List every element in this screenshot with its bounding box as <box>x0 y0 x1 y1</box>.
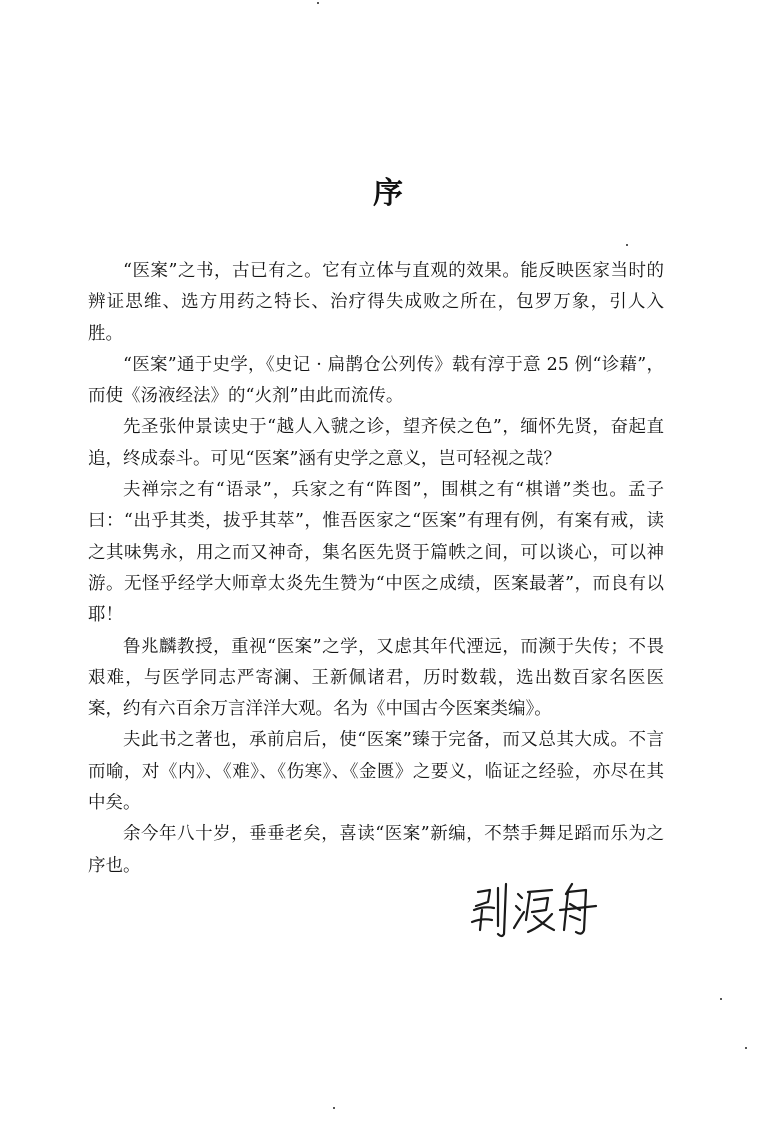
paragraph-2: “医案”通于史学，《史记 · 扁鹊仓公列传》载有淳于意 25 例“诊藉”，而使《汤液经法》的“火剂”由此而流传。 <box>88 354 664 407</box>
scan-speck <box>626 244 628 246</box>
paragraph-4: 夫禅宗之有“语录”，兵家之有“阵图”，围棋之有“棋谱”类也。孟子曰：“出乎其类，拔乎其萃”，惟吾医家之“医案”有理有例，有案有戒，读之其味隽永，用之而又神奇，集名医先贤于篇帙之间，可以谈心，可以神游。无怪乎经学大师章太炎先生赞为“中医之成绩，医案最著”，而良有以耶！ <box>88 480 664 626</box>
scan-speck <box>333 1107 335 1109</box>
preface-title: 序 <box>373 176 405 211</box>
scan-speck <box>745 1047 747 1049</box>
scan-speck <box>317 2 319 4</box>
paragraph-1: “医案”之书，古已有之。它有立体与直观的效果。能反映医家当时的辨证思维、选方用药之特长、治疗得失成败之所在，包罗万象，引人入胜。 <box>88 261 664 344</box>
preface-body <box>88 256 664 882</box>
handwritten-signature <box>468 880 608 940</box>
paragraph-7: 余今年八十岁，垂垂老矣，喜读“医案”新编，不禁手舞足蹈而乐为之序也。 <box>88 824 664 876</box>
scan-speck <box>720 998 722 1000</box>
paragraph-5: 鲁兆麟教授，重视“医案”之学，又虑其年代湮远，而濒于失传；不畏艰难，与医学同志严寄澜、王新佩诸君，历时数载，选出数百家名医医案，约有六百余万言洋洋大观。名为《中国古今医案类编》。 <box>88 636 664 720</box>
paragraph-3: 先圣张仲景读史于“越人入虢之诊，望齐侯之色”，缅怀先贤，奋起直追，终成泰斗。可见“医案”涵有史学之意义，岂可轻视之哉？ <box>88 417 664 469</box>
paragraph-6: 夫此书之著也，承前启后，使“医案”臻于完备，而又总其大成。不言而喻，对《内》、《难》、《伤寒》、《金匮》之要义，临证之经验，亦尽在其中矣。 <box>88 730 664 814</box>
